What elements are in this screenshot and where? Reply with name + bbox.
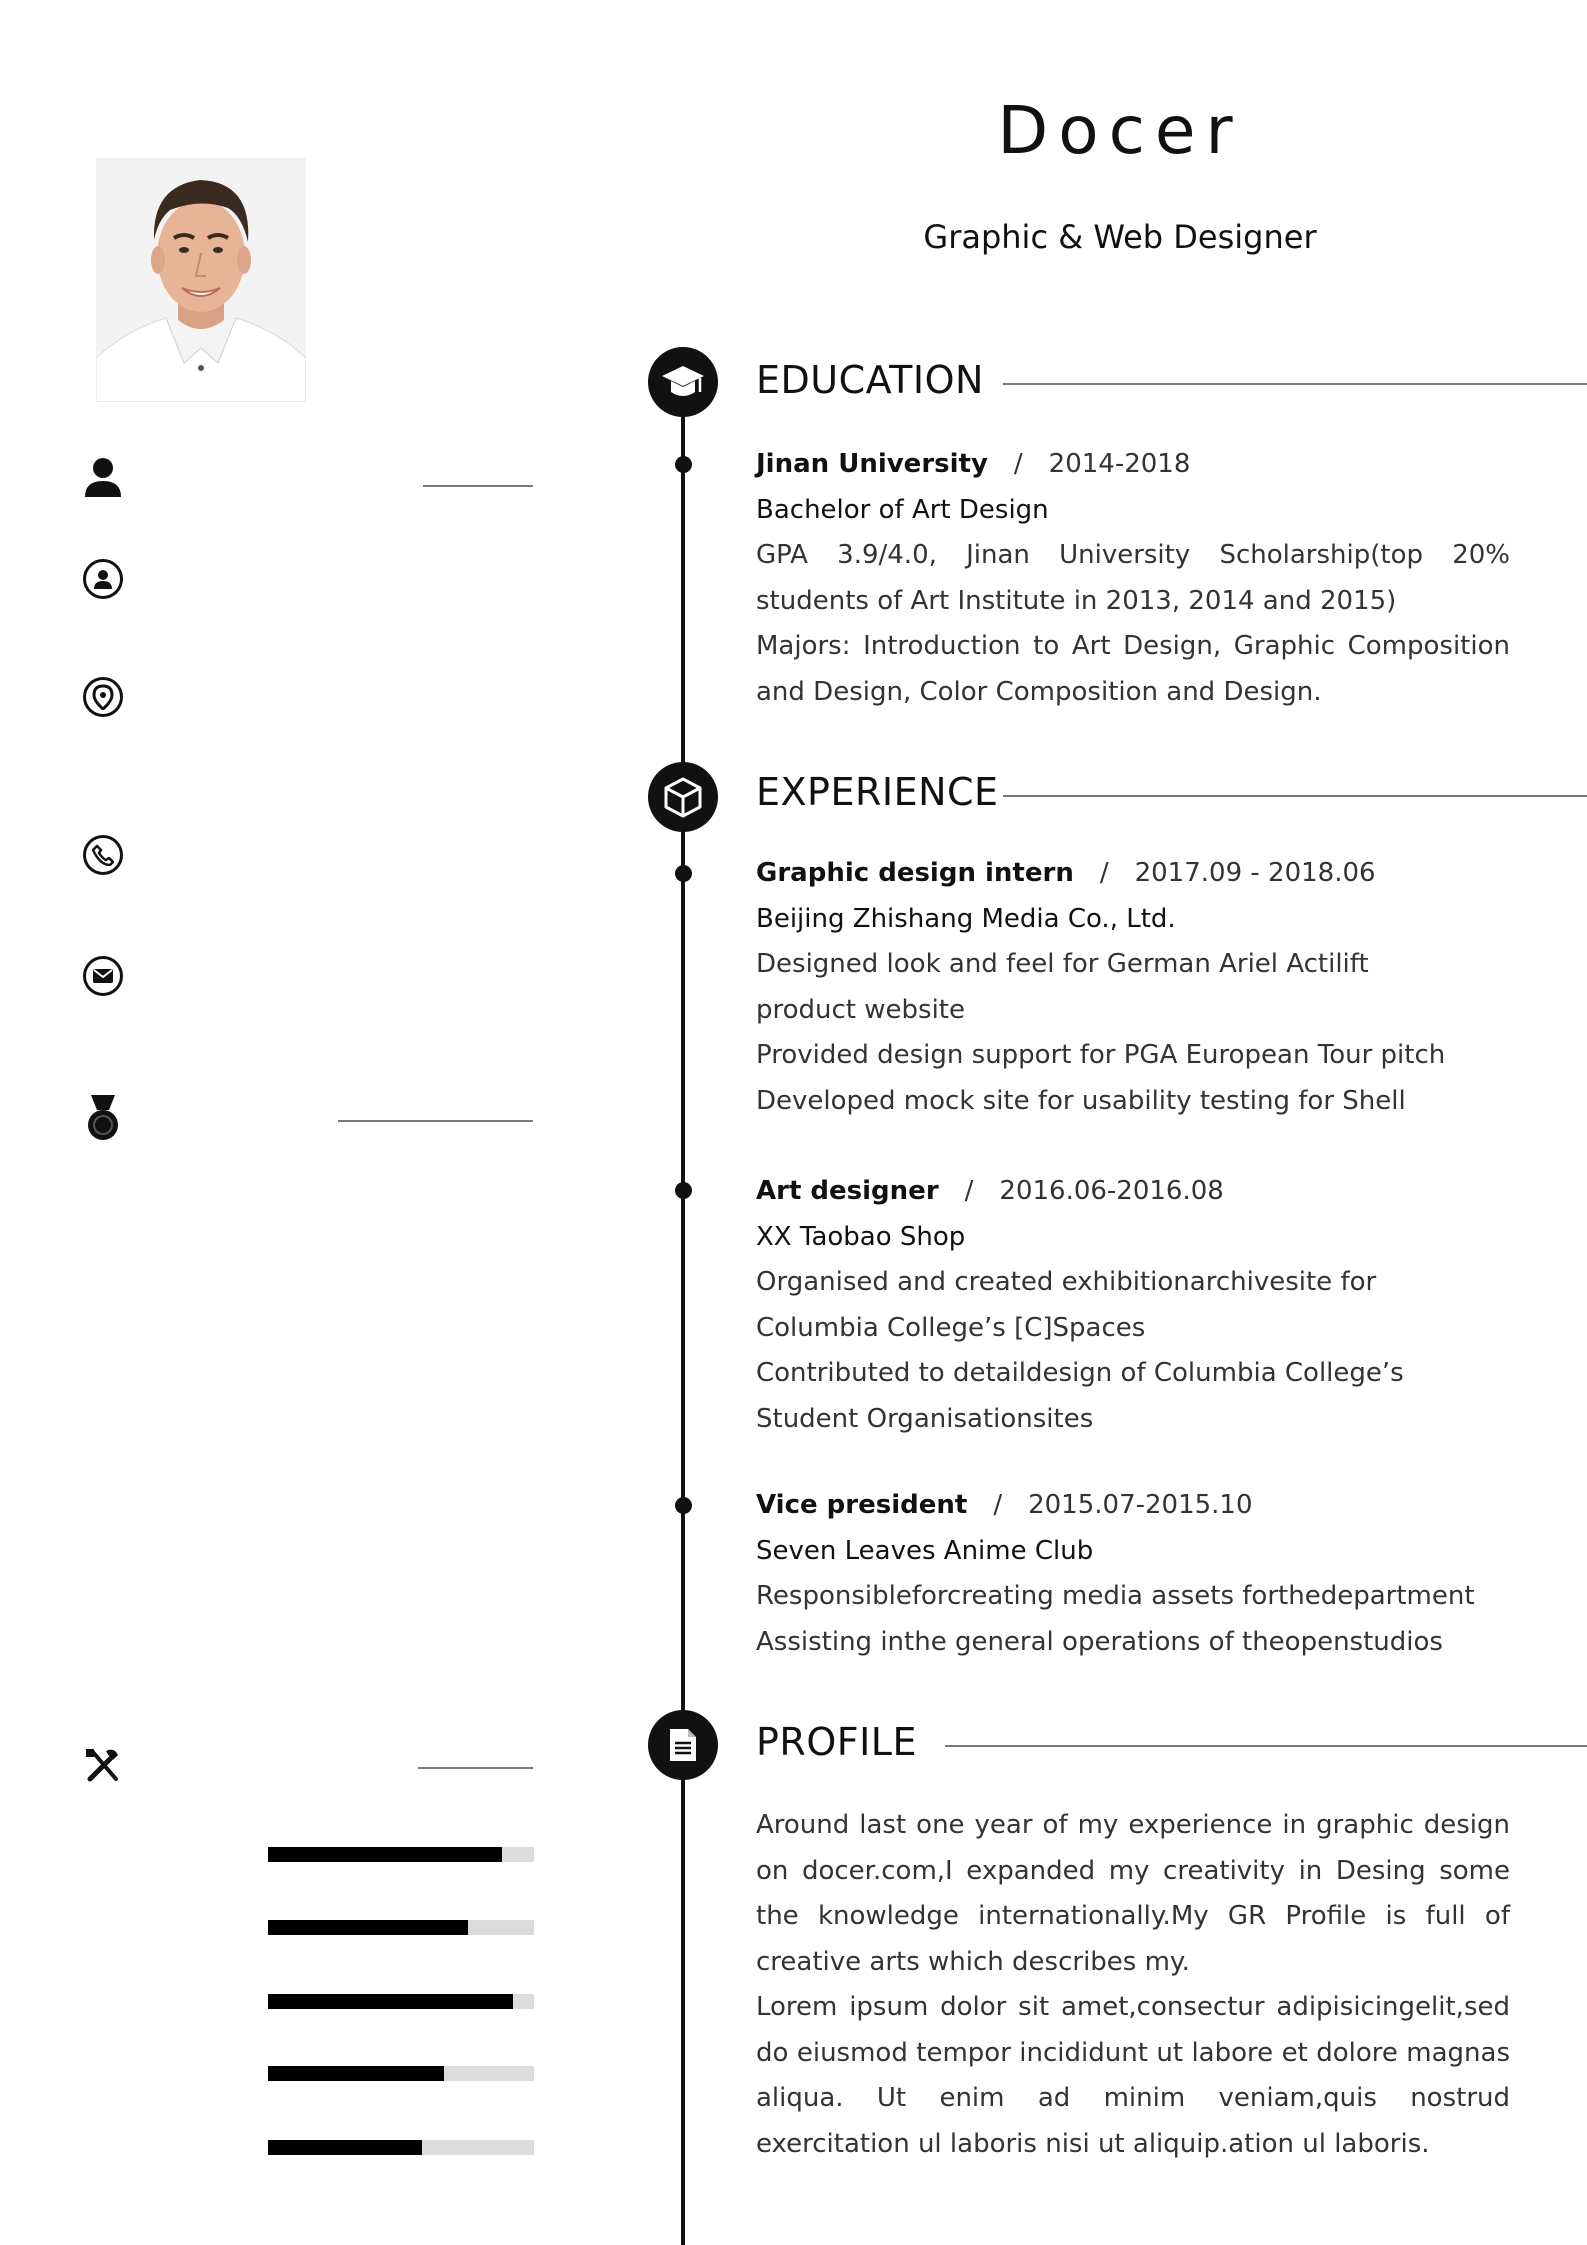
experience-detail: Developed mock site for usability testing for Shell xyxy=(756,1085,1406,1116)
skills-rule xyxy=(418,1767,533,1769)
experience-detail: Responsibleforcreating media assets forthedepartment xyxy=(756,1581,1475,1611)
timeline-dot xyxy=(675,1182,692,1199)
phone-icon xyxy=(78,830,128,880)
timeline-line xyxy=(681,410,685,2245)
user-icon xyxy=(78,452,128,502)
job-title: Graphic & Web Designer xyxy=(923,218,1317,256)
experience-entry xyxy=(756,851,1476,1124)
separator: / xyxy=(1099,858,1109,888)
skill-bar-fill xyxy=(268,2066,444,2081)
experience-detail: Contributed to detaildesign of Columbia College’s Student Organisationsites xyxy=(756,1358,1404,1434)
section-rule xyxy=(945,1745,1587,1747)
experience-entry xyxy=(756,1483,1476,1665)
graduation-cap-icon xyxy=(648,347,718,417)
contact-rule xyxy=(423,485,533,487)
experience-company: Seven Leaves Anime Club xyxy=(756,1535,1094,1566)
section-title-education: EDUCATION xyxy=(756,358,984,402)
experience-detail: Assisting inthe general operations of theopenstudios xyxy=(756,1626,1443,1657)
document-icon xyxy=(648,1710,718,1780)
experience-detail: Organised and created exhibitionarchivesite for Columbia College’s [C]Spaces xyxy=(756,1267,1377,1343)
skill-bar xyxy=(268,2066,534,2081)
experience-role: Vice president xyxy=(756,1490,968,1520)
experience-role: Graphic design intern xyxy=(756,858,1074,888)
experience-dates: 2017.09 - 2018.06 xyxy=(1134,858,1376,888)
section-title-profile: PROFILE xyxy=(756,1720,917,1764)
education-detail: GPA 3.9/4.0, Jinan University Scholarship(top 20% students of Art Institute in 2013, 2014 and 2015) xyxy=(756,540,1510,616)
experience-company: Beijing Zhishang Media Co., Ltd. xyxy=(756,903,1176,934)
skill-bar xyxy=(268,2140,534,2155)
separator: / xyxy=(964,1176,974,1206)
skill-bar xyxy=(268,1920,534,1935)
experience-entry xyxy=(756,1169,1476,1442)
education-years: 2014-2018 xyxy=(1048,449,1191,479)
medal-icon xyxy=(78,1093,128,1143)
experience-role: Art designer xyxy=(756,1176,939,1206)
degree: Bachelor of Art Design xyxy=(756,494,1049,525)
school-name: Jinan University xyxy=(756,449,988,479)
separator: / xyxy=(993,1490,1003,1520)
experience-dates: 2015.07-2015.10 xyxy=(1028,1490,1253,1520)
profile-text xyxy=(756,1803,1510,2167)
email-icon xyxy=(78,951,128,1001)
skill-bar xyxy=(268,1994,534,2009)
experience-detail: Designed look and feel for German Ariel Actilift product website xyxy=(756,949,1369,1025)
skill-bar-fill xyxy=(268,1847,502,1862)
skill-bar-fill xyxy=(268,1920,468,1935)
cube-icon xyxy=(648,762,718,832)
profile-paragraph: Lorem ipsum dolor sit amet,consectur adipisicingelit,sed do eiusmod tempor incididunt ut labore et dolore magnas aliqua. Ut enim ad minim veniam,quis nostrud exercitation ul laboris nisi ut aliquip.ation ul laboris. xyxy=(756,1992,1510,2159)
timeline-dot xyxy=(675,456,692,473)
location-icon xyxy=(78,672,128,722)
experience-company: XX Taobao Shop xyxy=(756,1221,966,1252)
skill-bar xyxy=(268,1847,534,1862)
skill-bar-fill xyxy=(268,1994,513,2009)
profile-paragraph: Around last one year of my experience in graphic design on docer.com,I expanded my creativity in Desing some the knowledge internationally.My GR Profile is full of creative arts which describes my. xyxy=(756,1810,1510,1977)
education-detail: Majors: Introduction to Art Design, Graphic Composition and Design, Color Composition and Design. xyxy=(756,631,1510,707)
section-rule xyxy=(1003,383,1587,385)
section-title-experience: EXPERIENCE xyxy=(756,770,999,814)
user-circle-icon xyxy=(78,554,128,604)
section-rule xyxy=(1003,795,1587,797)
tools-icon xyxy=(78,1741,128,1791)
separator: / xyxy=(1013,449,1023,479)
timeline-dot xyxy=(675,865,692,882)
experience-dates: 2016.06-2016.08 xyxy=(999,1176,1224,1206)
education-entry xyxy=(756,442,1510,715)
timeline-dot xyxy=(675,1497,692,1514)
profile-photo xyxy=(96,158,306,402)
candidate-name: Docer xyxy=(997,92,1243,169)
skill-bar-fill xyxy=(268,2140,422,2155)
honors-rule xyxy=(338,1120,533,1122)
experience-detail: Provided design support for PGA European Tour pitch xyxy=(756,1040,1446,1070)
